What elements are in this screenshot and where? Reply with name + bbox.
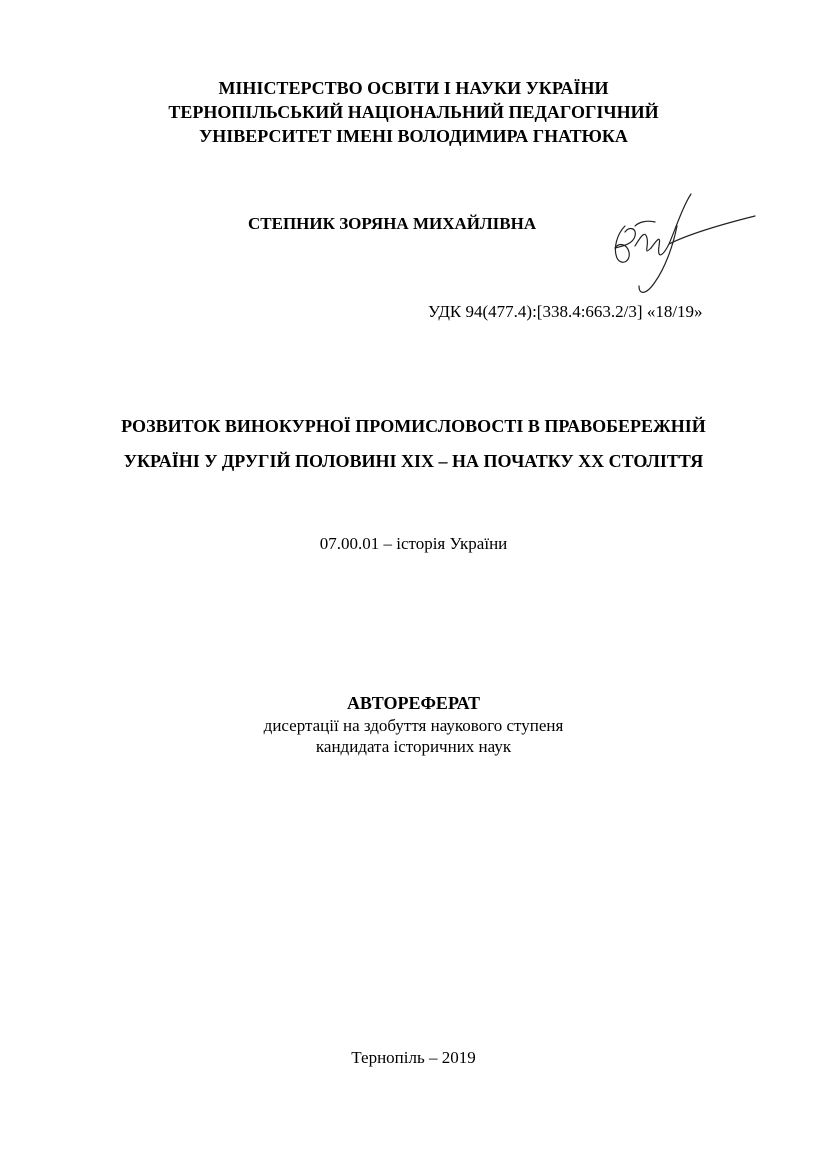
degree-description-line-1: дисертації на здобуття наукового ступеня bbox=[263, 716, 564, 735]
dissertation-title-line-2: УКРАЇНІ У ДРУГІЙ ПОЛОВИНІ ХІХ – НА ПОЧАТКУ ХХ СТОЛІТТЯ bbox=[123, 451, 704, 471]
dissertation-title-line-1: РОЗВИТОК ВИНОКУРНОЇ ПРОМИСЛОВОСТІ В ПРАВОБЕРЕЖНІЙ bbox=[121, 416, 706, 436]
university-name-line-1: ТЕРНОПІЛЬСЬКИЙ НАЦІОНАЛЬНИЙ ПЕДАГОГІЧНИЙ bbox=[168, 102, 659, 122]
degree-description-line-2: кандидата історичних наук bbox=[315, 737, 512, 756]
ministry-name: МІНІСТЕРСТВО ОСВІТИ І НАУКИ УКРАЇНИ bbox=[218, 78, 609, 98]
specialty-code: 07.00.01 – історія України bbox=[319, 534, 508, 553]
university-name-line-2: УНІВЕРСИТЕТ ІМЕНІ ВОЛОДИМИРА ГНАТЮКА bbox=[199, 126, 628, 146]
document-type-label: АВТОРЕФЕРАТ bbox=[346, 693, 481, 713]
udc-code: УДК 94(477.4):[338.4:663.2/3] «18/19» bbox=[428, 302, 703, 321]
author-name: СТЕПНИК ЗОРЯНА МИХАЙЛІВНА bbox=[248, 214, 537, 233]
handwritten-signature bbox=[595, 186, 765, 306]
place-and-year: Тернопіль – 2019 bbox=[351, 1048, 476, 1067]
